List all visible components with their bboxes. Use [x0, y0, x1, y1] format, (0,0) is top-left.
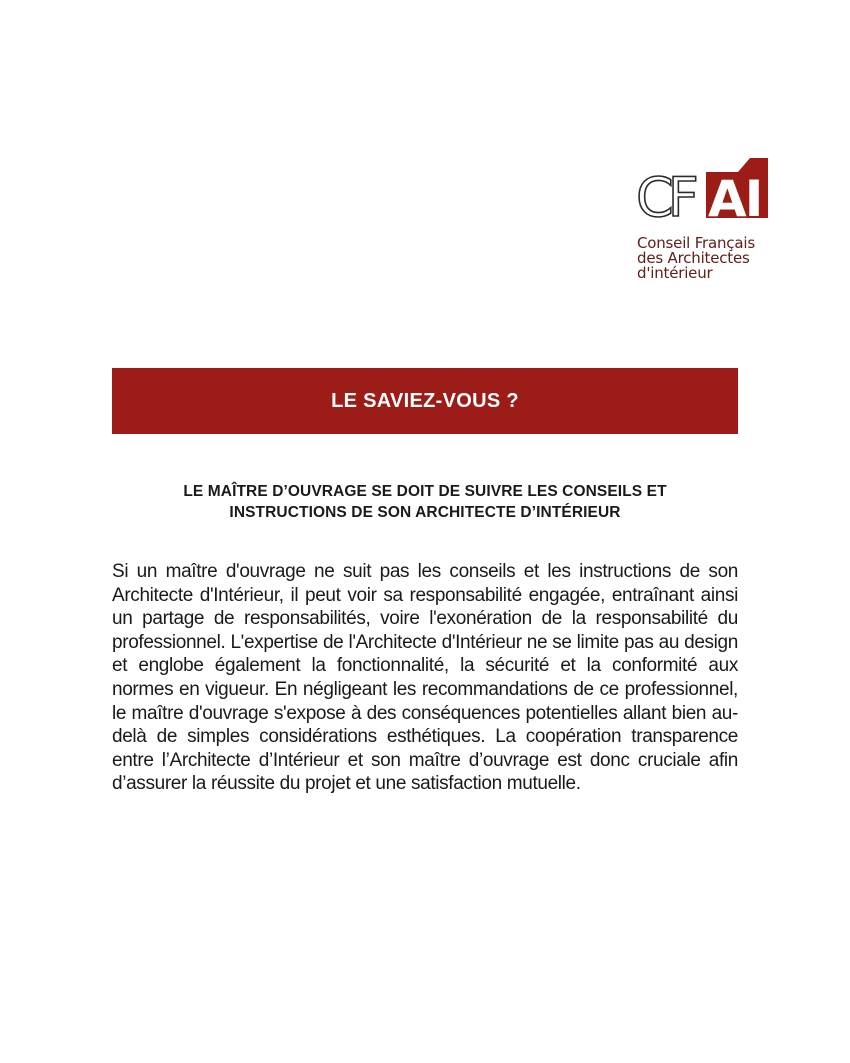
logo-line-3: d'intérieur	[637, 264, 713, 282]
logo-letters-outline: CF	[636, 166, 693, 222]
banner-title: LE SAVIEZ-VOUS ?	[331, 389, 519, 412]
logo-letters-block: AI	[708, 170, 762, 222]
logo-subtitle	[637, 236, 784, 281]
banner	[112, 368, 738, 434]
body-paragraph: Si un maître d'ouvrage ne suit pas les conseils et les instructions de son Architecte d'Intérieur, il peut voir sa responsabilité engagée, entraînant ainsi un partage de responsabilités, voire l'exonération de la responsabilité du professionnel. L'expertise de l'Architecte d'Intérieur ne se limite pas au design et englobe également la fonctionnalité, la sécurité et la conformité aux normes en vigueur. En négligeant les recommandations de ce professionnel, le maître d'ouvrage s'expose à des conséquences potentielles allant bien au-delà de simples considérations esthétiques. La coopération transparence entre l’Architecte d’Intérieur et son maître d’ouvrage est donc cruciale afin d’assurer la réussite du projet et une satisfaction mutuelle.	[112, 561, 738, 795]
logo-line-2: des Architectes	[637, 249, 750, 267]
cfai-logo	[634, 158, 784, 281]
headline-line-2: INSTRUCTIONS DE SON ARCHITECTE D’INTÉRIEUR	[229, 504, 621, 521]
logo-line-1: Conseil Français	[637, 234, 755, 252]
headline-line-1: LE MAÎTRE D’OUVRAGE SE DOIT DE SUIVRE LES CONSEILS ET	[183, 483, 667, 500]
cfai-logo-mark	[634, 158, 770, 222]
headline	[100, 481, 750, 523]
